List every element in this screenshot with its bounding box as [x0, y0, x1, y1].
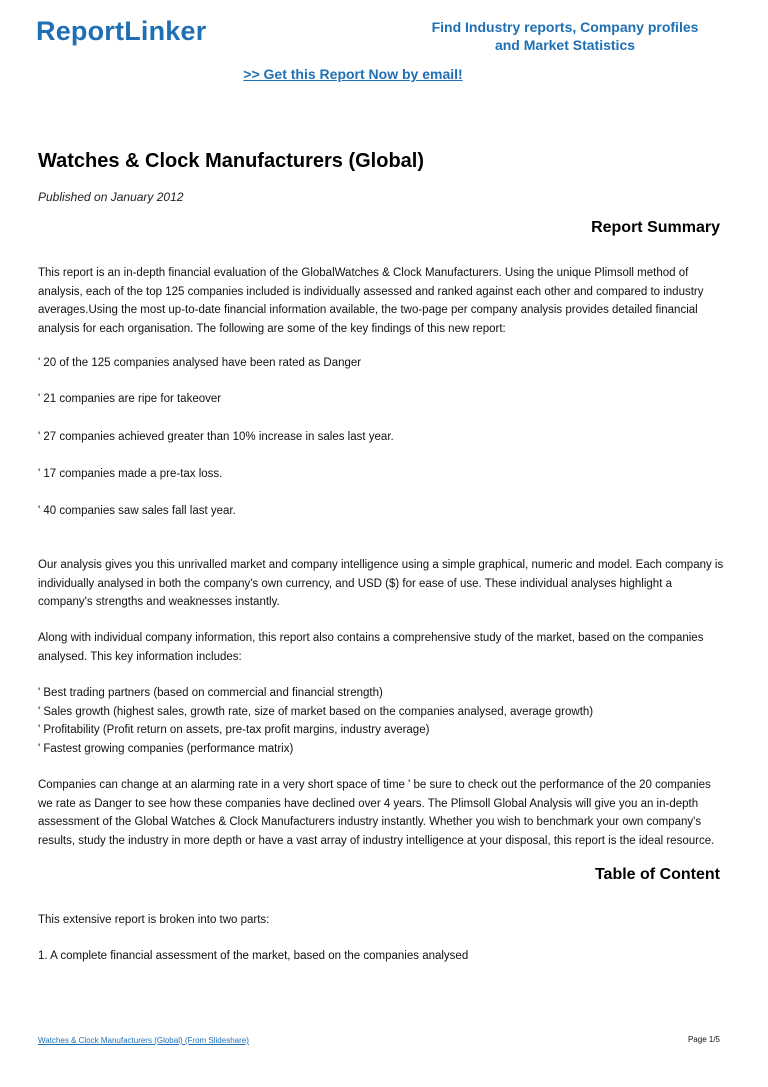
market-intro-paragraph: Along with individual company information, this report also contains a comprehensive study of the market, based on the companies analysed. This key information includes: — [38, 632, 704, 663]
summary-intro-paragraph: This report is an in-depth financial evaluation of the GlobalWatches & Clock Manufacturers. Using the unique Plimsoll method of analysis, each of the top 125 companies included is individually assessed and ranked against each other and compared to industry averages.Using the most up-to-date financial information available, the two-page per company analysis provides detailed financial analysis for each organisation. The following are some of the key findings of this new report: — [38, 267, 704, 335]
table-of-content-heading: Table of Content — [594, 866, 720, 883]
analysis-paragraph: Our analysis gives you this unrivalled market and company intelligence using a simple graphical, numeric and model. Each company is individually analysed in both the company's own currency, and USD ($) for ease of use. These individual analyses highlight a company's strengths and weaknesses instantly. — [38, 559, 724, 608]
finding-item: ' 20 of the 125 companies analysed have been rated as Danger — [38, 357, 362, 369]
footer-source-link[interactable]: Watches & Clock Manufacturers (Global) (From Slideshare) — [38, 1036, 249, 1045]
key-info-item: ' Best trading partners (based on commercial and financial strength) — [38, 687, 383, 699]
header-tagline — [400, 18, 730, 54]
report-summary-heading: Report Summary — [591, 219, 720, 236]
tagline-line-2: and Market Statistics — [494, 37, 636, 53]
key-info-item: ' Sales growth (highest sales, growth rate, size of market based on the companies analysed, average growth) — [38, 705, 594, 718]
finding-item: ' 21 companies are ripe for takeover — [38, 393, 222, 405]
get-report-email-link[interactable] — [0, 66, 700, 82]
finding-item: ' 40 companies saw sales fall last year. — [38, 505, 236, 517]
key-info-list — [38, 684, 728, 758]
published-date: Published on January 2012 — [38, 190, 184, 204]
finding-item: ' 27 companies achieved greater than 10% increase in sales last year. — [38, 431, 394, 443]
key-info-item: ' Fastest growing companies (performance matrix) — [38, 742, 294, 755]
cta-label: >> Get this Report Now by email! — [243, 66, 463, 82]
toc-part-1: 1. A complete financial assessment of the market, based on the companies analysed — [38, 950, 469, 962]
toc-intro: This extensive report is broken into two parts: — [38, 914, 270, 926]
closing-paragraph: Companies can change at an alarming rate in a very short space of time ' be sure to check out the performance of the 20 companies we rate as Danger to see how these companies have declined over 4 years. The Plimsoll Global Analysis will give you an in-depth assessment of the Global Watches & Clock Manufacturers industry instantly. Whether you wish to benchmark your own company's results, study the industry in more depth or have a vast array of industry intelligence at your disposal, this report is the ideal resource. — [38, 779, 715, 847]
finding-item: ' 17 companies made a pre-tax loss. — [38, 468, 223, 480]
key-info-item: ' Profitability (Profit return on assets, pre-tax profit margins, industry average) — [38, 724, 430, 736]
tagline-line-1: Find Industry reports, Company profiles — [431, 19, 699, 35]
reportlinker-logo[interactable]: ReportLinker — [36, 16, 207, 46]
page-number: Page 1/5 — [687, 1035, 720, 1044]
report-title: Watches & Clock Manufacturers (Global) — [38, 150, 424, 172]
